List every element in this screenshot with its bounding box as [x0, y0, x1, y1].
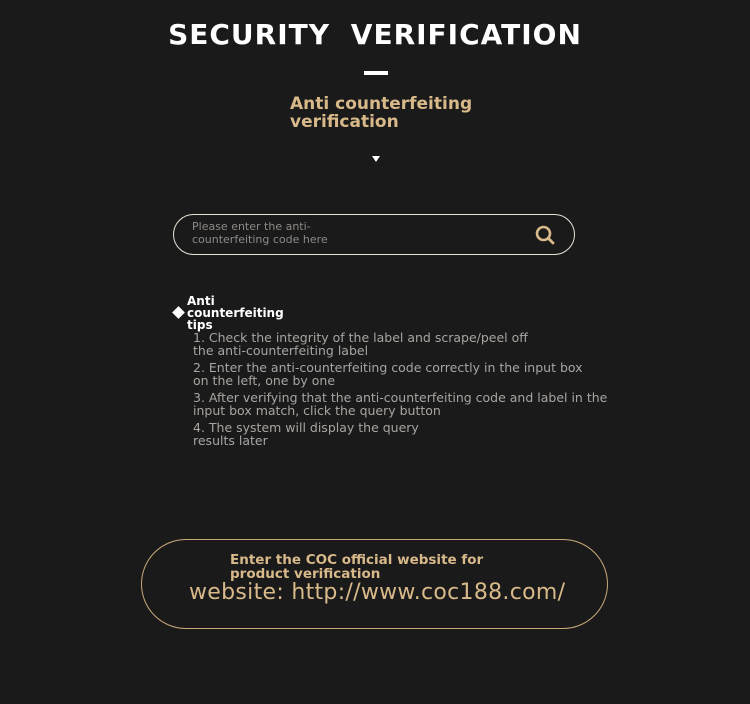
tips-title: Anti counterfeiting tips — [187, 294, 284, 332]
official-website-panel — [141, 539, 608, 629]
page-subtitle: Anti counterfeiting verification — [290, 94, 473, 132]
tips-header — [174, 295, 307, 331]
diamond-bullet-icon — [172, 306, 185, 319]
official-website-label: Enter the COC official website for product verification — [230, 552, 484, 582]
tip-item: 2. Enter the anti-counterfeiting code correctly in the input box on the left, one by one — [193, 360, 583, 388]
tip-item: 1. Check the integrity of the label and scrape/peel off the anti-counterfeiting label — [193, 330, 528, 358]
caret-down-icon — [372, 156, 380, 162]
search-icon — [534, 224, 556, 246]
title-underline — [364, 71, 388, 75]
official-website-link[interactable]: website: http://www.coc188.com/ — [189, 580, 566, 605]
search-bar — [173, 214, 575, 255]
page-title: SECURITY VERIFICATION — [168, 18, 582, 51]
search-button[interactable] — [534, 224, 556, 246]
tip-item: 4. The system will display the query results later — [193, 420, 419, 448]
tip-item: 3. After verifying that the anti-counterfeiting code and label in the input box match, click the query button — [193, 390, 608, 418]
tips-list — [193, 331, 618, 451]
anti-counterfeiting-code-input[interactable] — [192, 220, 382, 250]
